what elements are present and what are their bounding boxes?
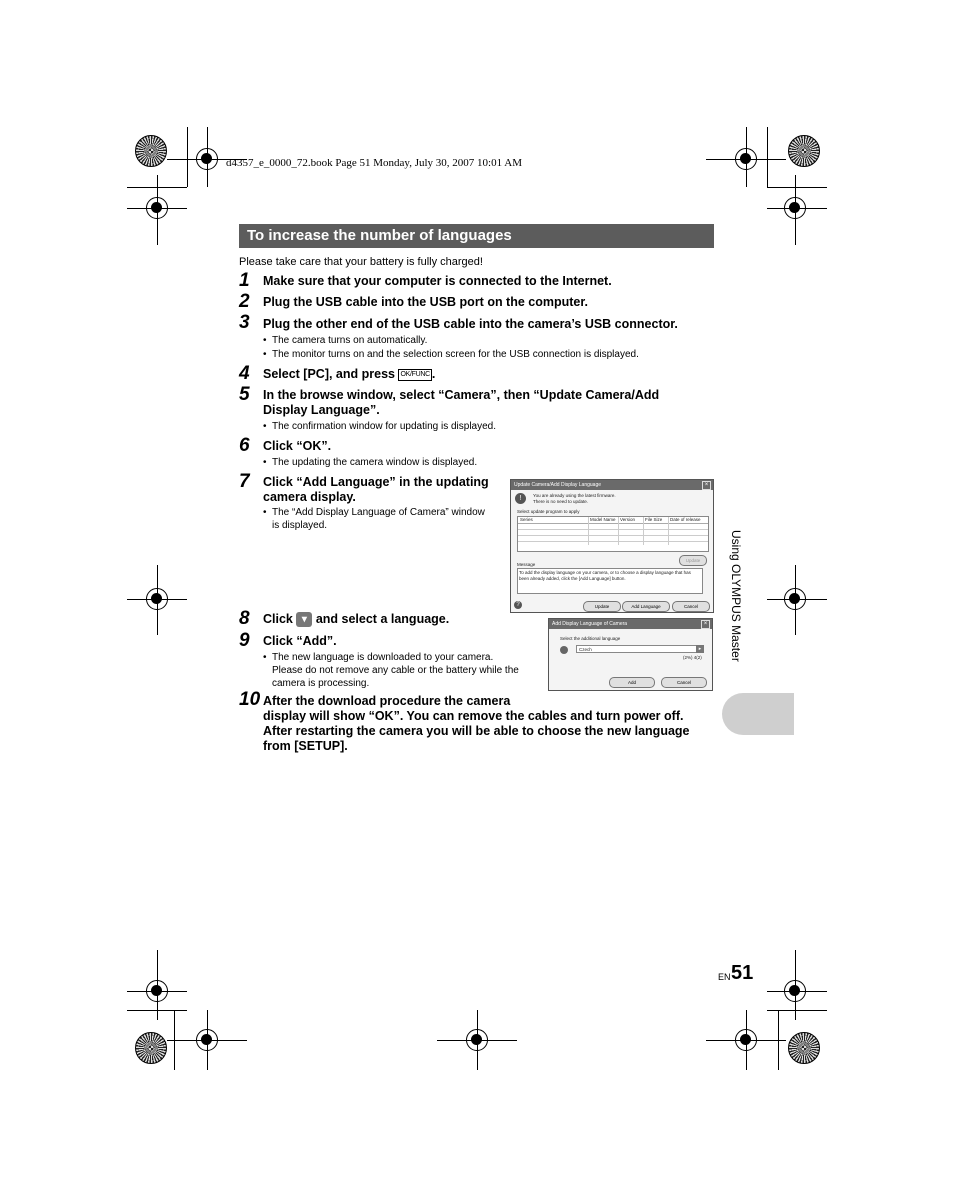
step-number: 5 — [239, 384, 250, 405]
add-language-button: Add Language — [622, 601, 670, 612]
update-small-button: Update — [679, 555, 707, 566]
step-number: 6 — [239, 435, 250, 456]
ok-func-button-icon: OK/FUNC — [398, 369, 431, 381]
step-text: In the browse window, select “Camera”, then “Update Camera/Add Display Language”. — [263, 388, 660, 417]
close-icon: × — [701, 620, 710, 629]
window-title: Add Display Language of Camera × — [549, 619, 712, 629]
page-number: 51 — [731, 962, 754, 984]
chapter-side-label: Using OLYMPUS Master — [729, 530, 743, 662]
list-label: Select update program to apply — [517, 509, 580, 514]
registration-sunburst-icon — [788, 135, 820, 167]
step-text: Make sure that your computer is connected to the Internet. — [263, 274, 612, 288]
step-number: 2 — [239, 291, 250, 312]
step-number: 4 — [239, 363, 250, 384]
chapter-tab — [722, 693, 794, 735]
section-title: To increase the number of languages — [239, 224, 714, 248]
update-button: Update — [583, 601, 621, 612]
registration-sunburst-icon — [135, 135, 167, 167]
update-message: You are already using the latest firmware. There is no need to update. — [533, 493, 616, 504]
column-header: Series — [520, 517, 533, 522]
column-header: Date of release — [670, 517, 701, 522]
step-bullet: • The new language is downloaded to your camera. Please do not remove any cable or the battery while the camera is processing. — [263, 651, 519, 690]
message-label: Message — [517, 562, 536, 567]
step-number: 7 — [239, 471, 250, 492]
message-box: To add the display language on your camera, or to choose a display language that has been already added, click the [Add Language] button. — [517, 568, 703, 594]
registration-sunburst-icon — [135, 1032, 167, 1064]
book-header: d4357_e_0000_72.book Page 51 Monday, July 30, 2007 10:01 AM — [226, 157, 522, 169]
add-language-window-screenshot — [548, 618, 713, 691]
step-bullet: • The camera turns on automatically. — [263, 334, 427, 347]
registration-sunburst-icon — [788, 1032, 820, 1064]
update-program-table — [517, 516, 709, 552]
step-bullet: • The confirmation window for updating is displayed. — [263, 420, 496, 433]
step-number: 3 — [239, 312, 250, 333]
step-text: Click “Add”. — [263, 634, 337, 648]
step-text: After the download procedure the camera display will show “OK”. You can remove the cables and turn power off. After restarting the camera you will be able to choose the new language from [SETUP]. — [263, 694, 690, 753]
language-code: EN — [718, 972, 731, 982]
step-text: Click “OK”. — [263, 439, 332, 453]
step-bullet: • The updating the camera window is displayed. — [263, 456, 477, 469]
language-select: Czech — [576, 645, 700, 653]
info-icon: ! — [515, 493, 526, 504]
cancel-button: Cancel — [672, 601, 710, 612]
step-number: 8 — [239, 608, 250, 629]
step-text: Plug the USB cable into the USB port on the computer. — [263, 295, 589, 309]
camera-icon — [560, 646, 568, 654]
help-icon: ? — [514, 601, 522, 609]
dropdown-arrow-icon: ▾ — [296, 612, 312, 627]
step-text: Plug the other end of the USB cable into the camera’s USB connector. — [263, 317, 678, 331]
add-button: Add — [609, 677, 655, 688]
step-number: 10 — [239, 689, 261, 710]
step-text: Click ▾ and select a language. — [263, 612, 450, 626]
close-icon: × — [702, 481, 711, 490]
cancel-button: Cancel — [661, 677, 707, 688]
intro-text: Please take care that your battery is fully charged! — [239, 256, 483, 268]
step-bullet: • The “Add Display Language of Camera” window is displayed. — [263, 506, 485, 532]
step-number: 9 — [239, 630, 250, 651]
step-number: 1 — [239, 270, 250, 291]
step-bullet: • The monitor turns on and the selection screen for the USB connection is displayed. — [263, 348, 639, 361]
column-header: File Size — [645, 517, 663, 522]
size-readout: (2%) 4(2) — [683, 655, 702, 660]
column-header: Version — [620, 517, 636, 522]
column-header: Model Name — [590, 517, 616, 522]
dropdown-arrow-icon: ▸ — [696, 645, 704, 653]
window-title: Update Camera/Add Display Language × — [511, 480, 713, 490]
step-text: Click “Add Language” in the updating camera display. — [263, 475, 489, 504]
update-camera-window-screenshot — [510, 479, 714, 613]
step-text: Select [PC], and press OK/FUNC . — [263, 367, 436, 381]
language-label: Select the additional language — [560, 636, 621, 641]
